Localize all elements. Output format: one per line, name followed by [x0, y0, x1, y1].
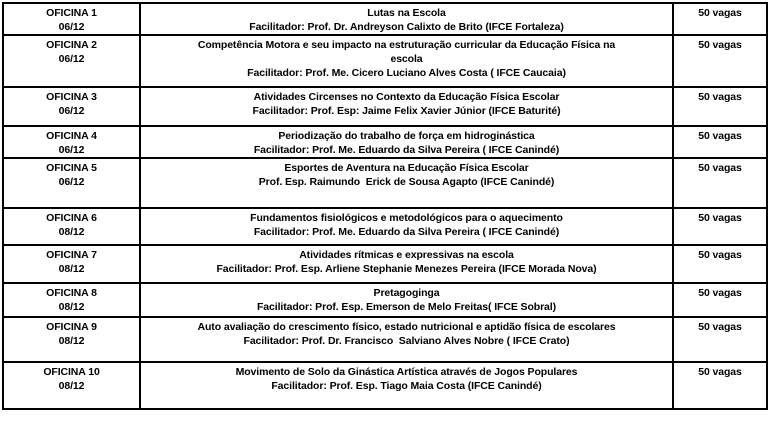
oficina-label: OFICINA 8 — [46, 287, 97, 299]
oficina-label: OFICINA 4 — [46, 130, 97, 142]
description-cell — [140, 283, 673, 317]
table-row — [3, 158, 767, 208]
table-row — [3, 126, 767, 158]
oficina-cell — [3, 87, 140, 126]
workshops-table-body — [3, 3, 767, 409]
oficina-label: OFICINA 3 — [46, 91, 97, 103]
vagas-cell — [673, 362, 767, 409]
description-line: Periodização do trabalho de força em hidroginástica — [278, 130, 535, 142]
vagas-label: 50 vagas — [698, 321, 742, 333]
vagas-cell — [673, 35, 767, 87]
description-line: Facilitador: Prof. Esp. Tiago Maia Costa (IFCE Canindé) — [271, 380, 542, 392]
oficina-date: 08/12 — [58, 263, 85, 275]
description-line: Pretagoginga — [373, 287, 440, 299]
oficina-cell — [3, 245, 140, 283]
description-cell — [140, 208, 673, 245]
oficina-date: 06/12 — [58, 21, 85, 33]
description-line: Facilitador: Prof. Esp. Emerson de Melo Freitas( IFCE Sobral) — [256, 301, 557, 313]
vagas-cell — [673, 208, 767, 245]
oficina-cell — [3, 158, 140, 208]
table-row — [3, 208, 767, 245]
description-line: escola — [390, 53, 423, 65]
vagas-label: 50 vagas — [698, 39, 742, 51]
description-cell — [140, 317, 673, 362]
table-row — [3, 245, 767, 283]
description-cell — [140, 3, 673, 35]
vagas-cell — [673, 87, 767, 126]
description-cell — [140, 35, 673, 87]
oficina-date: 08/12 — [58, 380, 85, 392]
description-line: Fundamentos fisiológicos e metodológicos para o aquecimento — [250, 212, 563, 224]
description-cell — [140, 87, 673, 126]
oficina-date: 06/12 — [58, 53, 85, 65]
workshops-table — [2, 2, 768, 410]
vagas-cell — [673, 3, 767, 35]
description-line: Facilitador: Prof. Me. Eduardo da Silva Pereira ( IFCE Canindé) — [253, 144, 560, 156]
vagas-label: 50 vagas — [698, 287, 742, 299]
description-cell — [140, 158, 673, 208]
vagas-cell — [673, 126, 767, 158]
oficina-date: 06/12 — [58, 105, 85, 117]
description-line: Auto avaliação do crescimento físico, estado nutricional e aptidão física de escolares — [197, 321, 616, 333]
oficina-cell — [3, 3, 140, 35]
vagas-label: 50 vagas — [698, 249, 742, 261]
oficina-label: OFICINA 1 — [46, 7, 97, 19]
table-row — [3, 362, 767, 409]
description-line: Movimento de Solo da Ginástica Artística através de Jogos Populares — [235, 366, 578, 378]
description-line: Competência Motora e seu impacto na estruturação curricular da Educação Física na — [197, 39, 616, 51]
description-line: Lutas na Escola — [367, 7, 446, 19]
description-cell — [140, 126, 673, 158]
vagas-cell — [673, 245, 767, 283]
description-line: Esportes de Aventura na Educação Física Escolar — [284, 162, 529, 174]
vagas-label: 50 vagas — [698, 130, 742, 142]
vagas-label: 50 vagas — [698, 366, 742, 378]
description-line: Atividades Circenses no Contexto da Educação Física Escolar — [253, 91, 560, 103]
oficina-date: 08/12 — [58, 335, 85, 347]
description-line: Facilitador: Prof. Me. Eduardo da Silva Pereira ( IFCE Canindé) — [253, 226, 560, 238]
description-line: Facilitador: Prof. Esp: Jaime Felix Xavier Júnior (IFCE Baturité) — [252, 105, 561, 117]
oficina-cell — [3, 283, 140, 317]
oficina-label: OFICINA 9 — [46, 321, 97, 333]
table-row — [3, 87, 767, 126]
oficina-cell — [3, 126, 140, 158]
oficina-label: OFICINA 6 — [46, 212, 97, 224]
oficina-cell — [3, 362, 140, 409]
vagas-cell — [673, 158, 767, 208]
vagas-label: 50 vagas — [698, 212, 742, 224]
description-line: Facilitador: Prof. Me. Cicero Luciano Alves Costa ( IFCE Caucaia) — [247, 67, 566, 79]
oficina-label: OFICINA 7 — [46, 249, 97, 261]
oficina-label: OFICINA 2 — [46, 39, 97, 51]
oficina-label: OFICINA 5 — [46, 162, 97, 174]
description-line: Atividades rítmicas e expressivas na escola — [299, 249, 514, 261]
oficina-label: OFICINA 10 — [43, 366, 100, 378]
oficina-date: 06/12 — [58, 176, 85, 188]
description-line: Facilitador: Prof. Dr. Francisco Salviano Alves Nobre ( IFCE Crato) — [243, 335, 570, 347]
oficina-date: 06/12 — [58, 144, 85, 156]
oficina-cell — [3, 35, 140, 87]
table-row — [3, 317, 767, 362]
oficina-cell — [3, 208, 140, 245]
vagas-label: 50 vagas — [698, 7, 742, 19]
oficina-cell — [3, 317, 140, 362]
table-row — [3, 3, 767, 35]
description-cell — [140, 362, 673, 409]
table-row — [3, 35, 767, 87]
description-line: Prof. Esp. Raimundo Erick de Sousa Agapto (IFCE Canindé) — [258, 176, 555, 188]
oficina-date: 08/12 — [58, 226, 85, 238]
vagas-label: 50 vagas — [698, 162, 742, 174]
vagas-cell — [673, 283, 767, 317]
description-line: Facilitador: Prof. Dr. Andreyson Calixto de Brito (IFCE Fortaleza) — [249, 21, 564, 33]
description-line: Facilitador: Prof. Esp. Arliene Stephanie Menezes Pereira (IFCE Morada Nova) — [216, 263, 597, 275]
description-cell — [140, 245, 673, 283]
vagas-cell — [673, 317, 767, 362]
vagas-label: 50 vagas — [698, 91, 742, 103]
table-row — [3, 283, 767, 317]
oficina-date: 08/12 — [58, 301, 85, 313]
